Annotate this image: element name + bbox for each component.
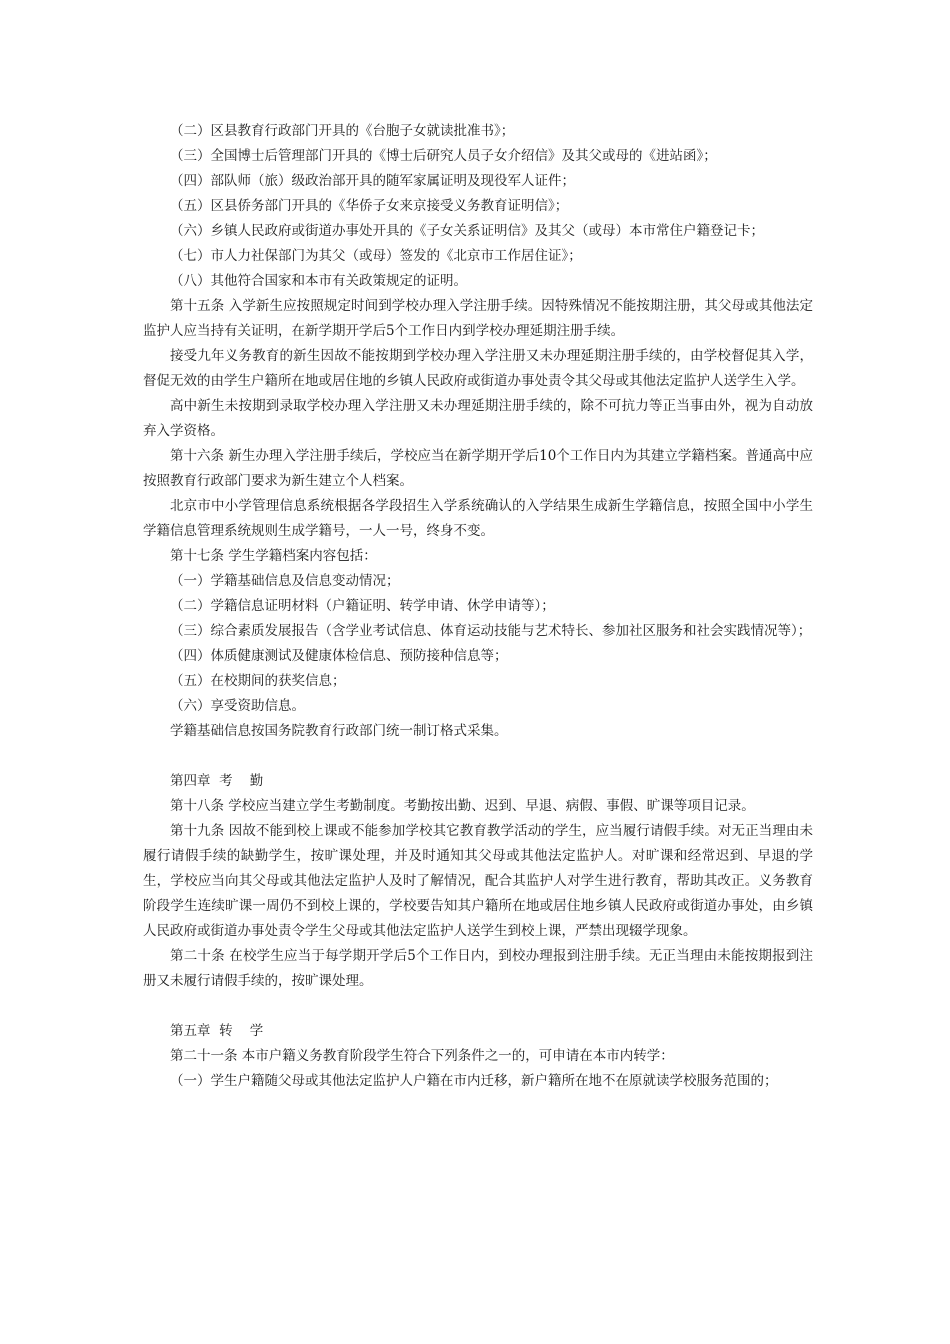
chapter-4-title: 第四章 考 勤 — [170, 773, 264, 789]
article-17-note: 学籍基础信息按国务院教育行政部门统一制订格式采集。 — [170, 723, 508, 739]
paragraph-item-5: （五）区县侨务部门开具的《华侨子女来京接受义务教育证明信》； — [170, 198, 569, 214]
article-16: 第十六条 新生办理入学注册手续后，学校应当在新学期开学后10个工作日内为其建立学籍档案。普通高中应按照教育行政部门要求为新生建立个人档案。 — [143, 448, 813, 489]
article-17-item-1: （一）学籍基础信息及信息变动情况； — [170, 573, 400, 589]
article-17-item-4: （四）体质健康测试及健康体检信息、预防接种信息等； — [170, 648, 508, 664]
chapter-5-title: 第五章 转 学 — [170, 1023, 264, 1039]
article-17: 第十七条 学生学籍档案内容包括： — [170, 548, 377, 564]
article-21: 第二十一条 本市户籍义务教育阶段学生符合下列条件之一的，可申请在本市内转学： — [170, 1048, 674, 1064]
article-16-para-2: 北京市中小学管理信息系统根据各学段招生入学系统确认的入学结果生成新生学籍信息，按照全国中小学生学籍信息管理系统规则生成学籍号，一人一号，终身不变。 — [143, 498, 813, 539]
section-gap — [143, 994, 813, 1019]
article-15-para-3: 高中新生未按期到录取学校办理入学注册又未办理延期注册手续的，除不可抗力等正当事由外，视为自动放弃入学资格。 — [143, 398, 813, 439]
section-gap — [143, 744, 813, 769]
paragraph-item-3: （三）全国博士后管理部门开具的《博士后研究人员子女介绍信》及其父或母的《进站函》； — [170, 148, 717, 164]
article-19: 第十九条 因故不能到校上课或不能参加学校其它教育教学活动的学生，应当履行请假手续。对无正当理由未履行请假手续的缺勤学生，按旷课处理，并及时通知其父母或其他法定监护人。对旷课和经常迟到、早退的学生，学校应当向其父母或其他法定监护人及时了解情况，配合其监护人对学生进行教育，帮助其改正。义务教育阶段学生连续旷课一周仍不到校上课的，学校要告知其户籍所在地或居住地乡镇人民政府或街道办事处，由乡镇人民政府或街道办事处责令学生父母或其他法定监护人送学生到校上课，严禁出现辍学现象。 — [143, 823, 813, 939]
article-15-para-2: 接受九年义务教育的新生因故不能按期到学校办理入学注册又未办理延期注册手续的，由学校督促其入学，督促无效的由学生户籍所在地或居住地的乡镇人民政府或街道办事处责令其父母或其他法定监护人送学生入学。 — [143, 348, 813, 389]
article-17-item-3: （三）综合素质发展报告（含学业考试信息、体育运动技能与艺术特长、参加社区服务和社会实践情况等）； — [170, 623, 812, 639]
document-page — [143, 119, 813, 1094]
article-17-item-6: （六）享受资助信息。 — [170, 698, 305, 714]
article-17-item-5: （五）在校期间的获奖信息； — [170, 673, 346, 689]
paragraph-item-8: （八）其他符合国家和本市有关政策规定的证明。 — [170, 273, 467, 289]
article-15: 第十五条 入学新生应按照规定时间到学校办理入学注册手续。因特殊情况不能按期注册，其父母或其他法定监护人应当持有关证明，在新学期开学后5个工作日内到学校办理延期注册手续。 — [143, 298, 813, 339]
paragraph-item-6: （六）乡镇人民政府或街道办事处开具的《子女关系证明信》及其父（或母）本市常住户籍登记卡； — [170, 223, 764, 239]
paragraph-item-4: （四）部队师（旅）级政治部开具的随军家属证明及现役军人证件； — [170, 173, 575, 189]
article-17-item-2: （二）学籍信息证明材料（户籍证明、转学申请、休学申请等）； — [170, 598, 555, 614]
paragraph-item-7: （七）市人力社保部门为其父（或母）签发的《北京市工作居住证》； — [170, 248, 582, 264]
paragraph-item-2: （二）区县教育行政部门开具的《台胞子女就读批准书》； — [170, 123, 515, 139]
article-20: 第二十条 在校学生应当于每学期开学后5个工作日内，到校办理报到注册手续。无正当理由未能按期报到注册又未履行请假手续的，按旷课处理。 — [143, 948, 813, 989]
article-21-item-1: （一）学生户籍随父母或其他法定监护人户籍在市内迁移，新户籍所在地不在原就读学校服务范围的； — [170, 1073, 778, 1089]
article-18: 第十八条 学校应当建立学生考勤制度。考勤按出勤、迟到、早退、病假、事假、旷课等项目记录。 — [170, 798, 755, 814]
